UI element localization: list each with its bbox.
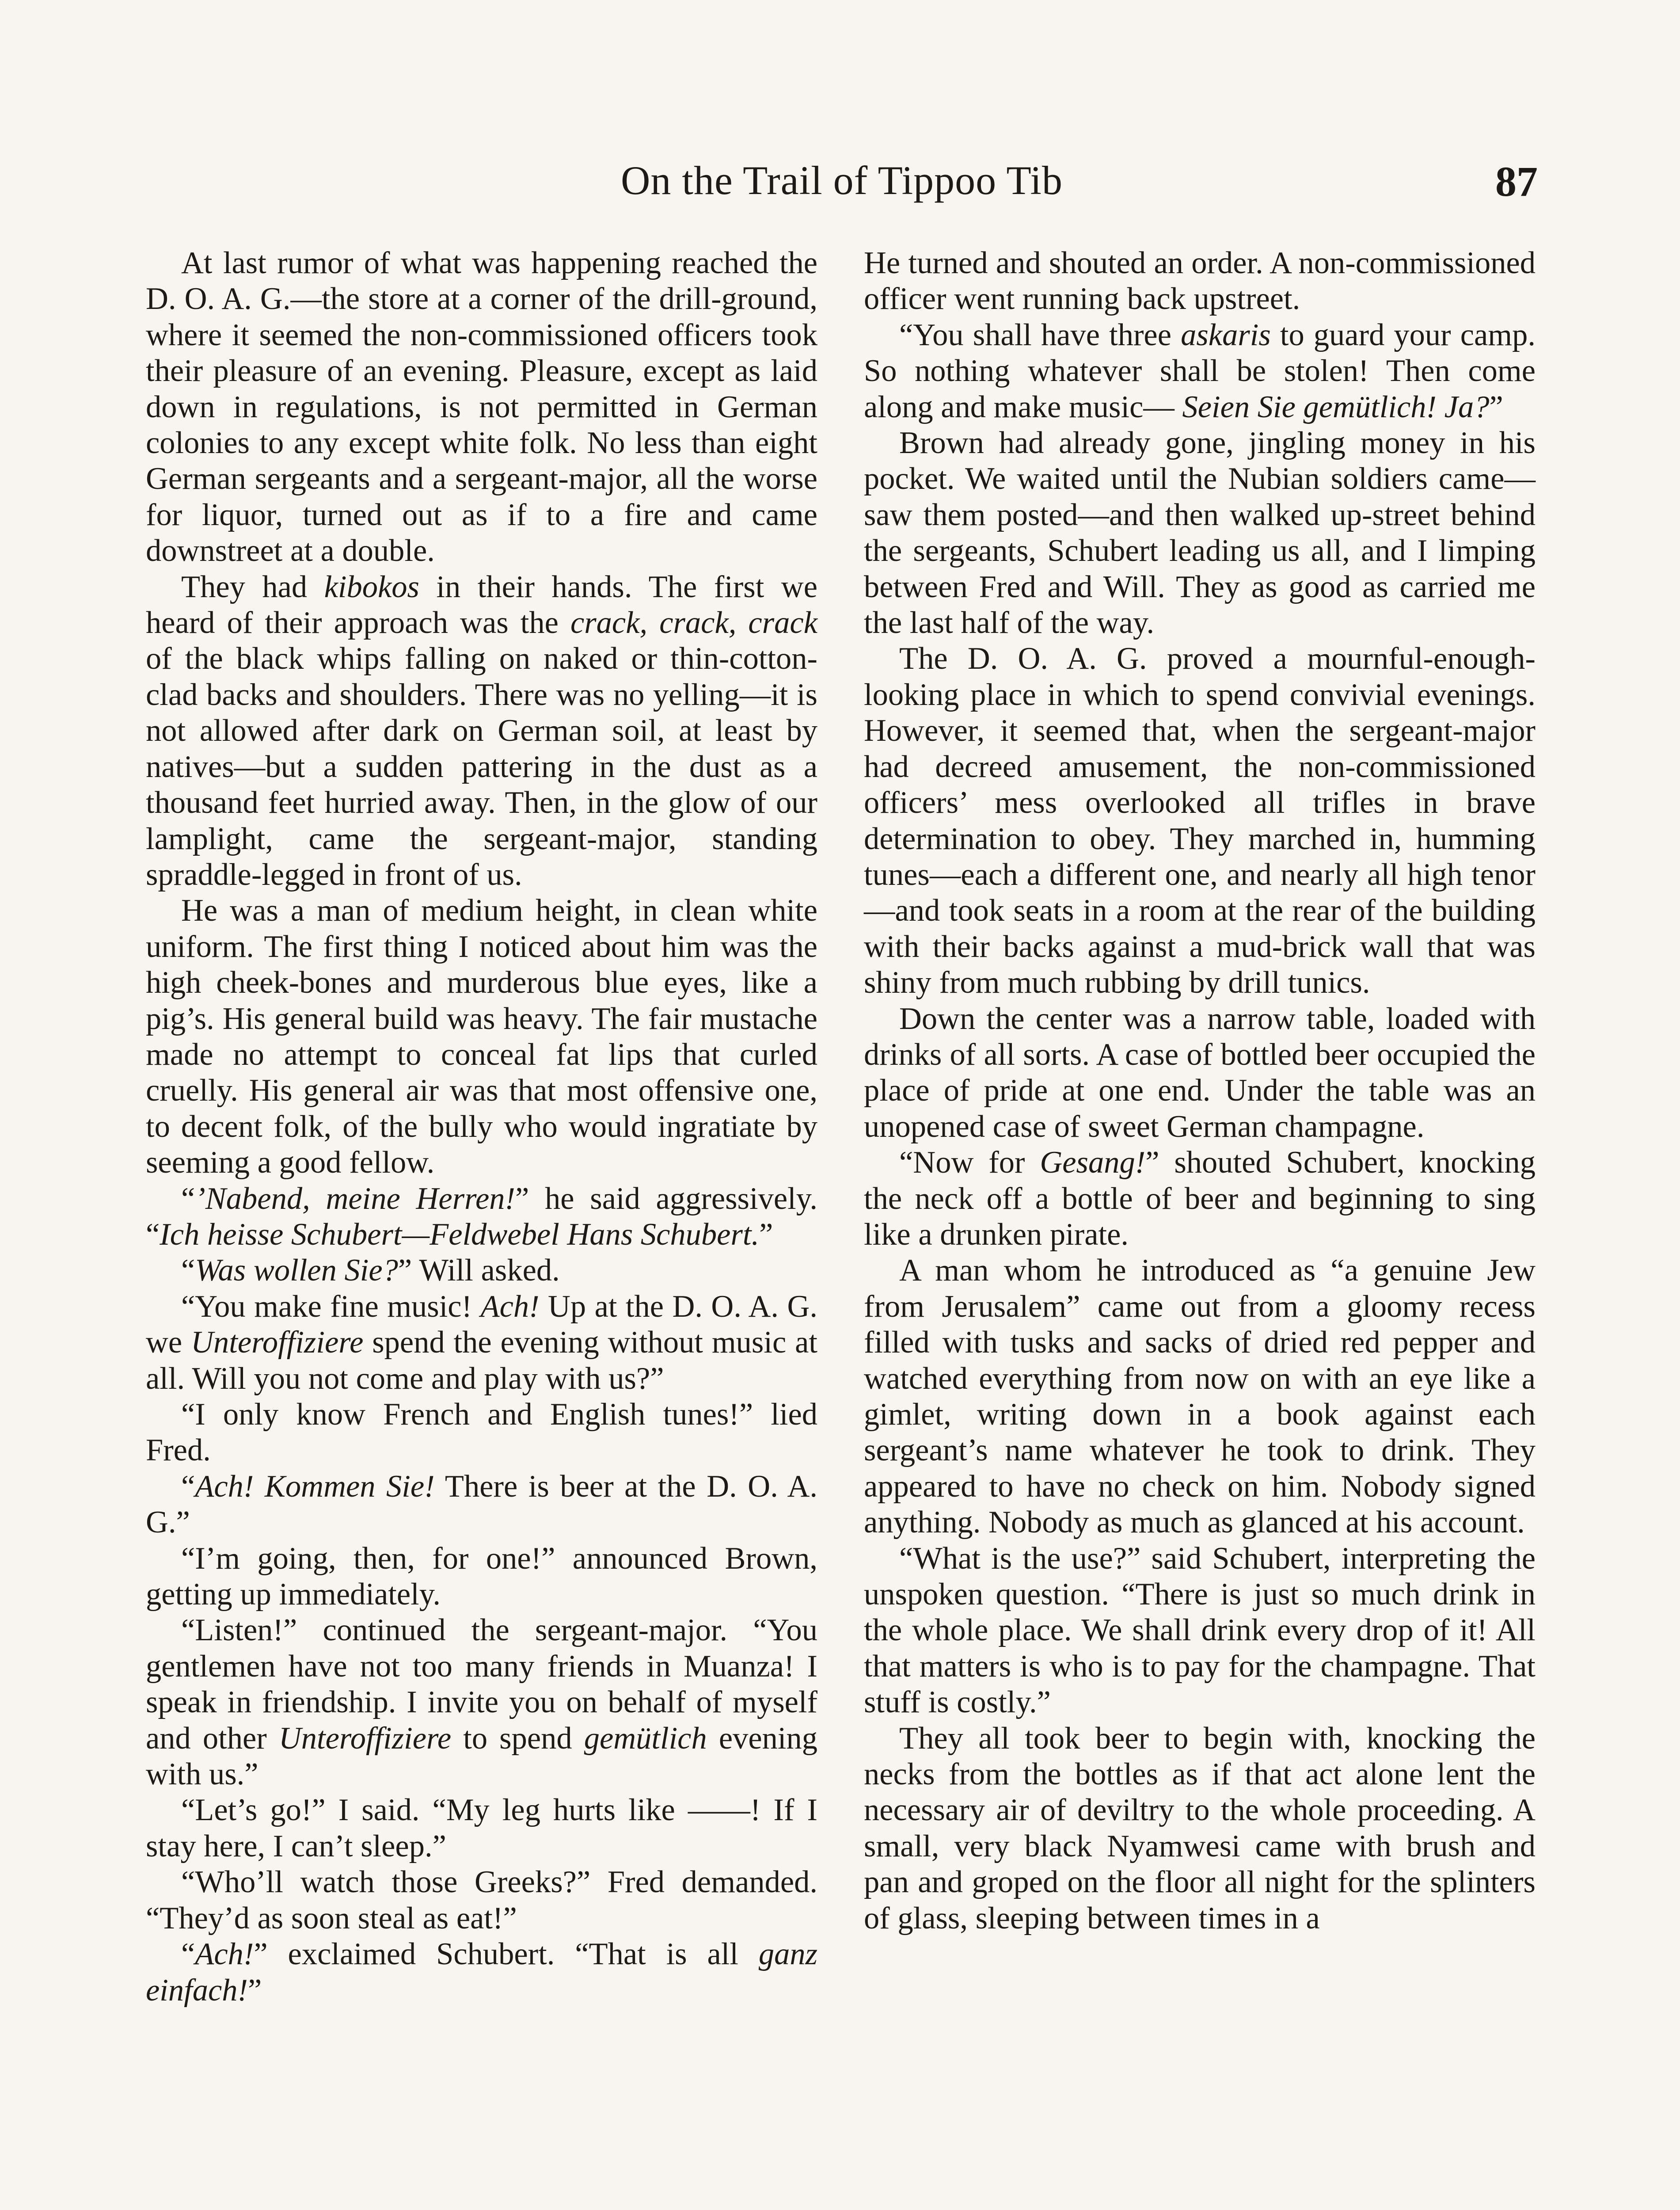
italic-text: crack, crack, crack <box>570 606 817 640</box>
text-run: to spend <box>451 1721 584 1756</box>
paragraph <box>146 1541 817 1613</box>
text-run: They had <box>181 569 324 604</box>
text-run: “I’m going, then, for one!” announced Brown, getting up immediately. <box>146 1541 817 1612</box>
paragraph <box>146 1612 817 1792</box>
paragraph <box>864 1541 1536 1721</box>
italic-text: Unteroffiziere <box>191 1325 364 1360</box>
text-run: ” exclaimed Schubert. “That is all <box>254 1937 759 1972</box>
paragraph <box>864 245 1536 317</box>
text-run: to guard your camp. So nothing whatever shall be stolen! Then come along and make music— <box>864 317 1536 424</box>
paragraph <box>146 569 817 893</box>
italic-text: Gesang! <box>1040 1145 1146 1180</box>
text-run: “ <box>181 1181 195 1216</box>
text-run: Down the center was a narrow table, loaded with drinks of all sorts. A case of bottled beer occupied the place of pride at one end. Under the table was an unopened case of sweet German champagne. <box>864 1001 1536 1144</box>
text-run: ” <box>759 1217 773 1252</box>
text-run: evening with us.” <box>146 1721 817 1792</box>
text-run: Up at the D. O. A. G. we <box>146 1289 817 1360</box>
text-run: “Who’ll watch those Greeks?” Fred demanded. “They’d as soon steal as eat!” <box>146 1865 817 1936</box>
text-run: ” <box>247 1973 262 2008</box>
text-run: in their hands. The first we heard of their approach was the <box>146 569 817 640</box>
text-run: “You shall have three <box>899 317 1181 352</box>
italic-text: Ach! Kommen Sie! <box>195 1469 435 1504</box>
paragraph <box>864 641 1536 1001</box>
text-run: “ <box>181 1937 195 1972</box>
italic-text: Ach! <box>480 1289 540 1324</box>
text-run: of the black whips falling on naked or thin-cotton-clad backs and shoulders. There was no yelling—it is not allowed after dark on German soil, at least by natives—but a sudden pattering in the dust as a thousand feet hurried away. Then, in the glow of our lamplight, came the sergeant-major, standing spraddle-legged in front of us. <box>146 641 817 892</box>
text-run: “You make fine music! <box>181 1289 481 1324</box>
italic-text: Seien Sie gemütlich! Ja? <box>1182 389 1490 424</box>
paragraph <box>146 1181 817 1253</box>
text-run: A man whom he introduced as “a genuine Jew from Jerusalem” came out from a gloomy recess filled with tusks and sacks of dried red pepper and watched everything from now on with an eye like a gimlet, writing down in a book against each sergeant’s name whatever he took to drink. They appeared to have no check on him. Nobody signed anything. Nobody as much as glanced at his account. <box>864 1253 1536 1540</box>
text-run: The D. O. A. G. proved a mournful-enough-looking place in which to spend convivial evenings. However, it seemed that, when the sergeant-major had decreed amusement, the non-commissioned officers’ mess overlooked all trifles in brave determination to obey. They marched in, humming tunes—each a different one, and nearly all high tenor—and took seats in a room at the rear of the building with their backs against a mud-brick wall that was shiny from much rubbing by drill tunics. <box>864 641 1536 1000</box>
right-text-column <box>864 245 1536 1936</box>
page-header <box>146 157 1538 214</box>
italic-text: Was wollen Sie? <box>195 1253 398 1288</box>
text-run: At last rumor of what was happening reached the D. O. A. G.—the store at a corner of the drill-ground, where it seemed the non-commissioned officers took their pleasure of an evening. Pleasure, except as laid down in regulations, is not permitted in German colonies to any except white folk. No less than eight German sergeants and a sergeant-major, all the worse for liquor, turned out as if to a fire and came downstreet at a double. <box>146 246 817 568</box>
italic-text: Ach! <box>195 1937 254 1972</box>
italic-text: ganz einfach! <box>146 1937 817 2008</box>
paragraph <box>864 317 1536 425</box>
paragraph <box>146 1469 817 1541</box>
paragraph <box>146 1289 817 1397</box>
paragraph <box>864 1721 1536 1936</box>
text-run: ” Will asked. <box>398 1253 560 1288</box>
text-run: “ <box>181 1253 195 1288</box>
paragraph <box>146 1397 817 1469</box>
paragraph <box>146 1864 817 1936</box>
italic-text: ’Nabend, meine Herren! <box>195 1181 515 1216</box>
text-run: He turned and shouted an order. A non-commissioned officer went running back upstreet. <box>864 246 1536 316</box>
page-number: 87 <box>1495 158 1538 205</box>
text-run: They all took beer to begin with, knocking the necks from the bottles as if that act alone lent the necessary air of deviltry to the whole proceeding. A small, very black Nyamwesi came with brush and pan and groped on the floor all night for the splinters of glass, sleeping between times in a <box>864 1721 1536 1936</box>
running-title: On the Trail of Tippoo Tib <box>620 158 1063 203</box>
text-run: “Listen!” continued the sergeant-major. “You gentlemen have not too many friends in Muanza! I speak in friendship. I invite you on behalf of myself and other <box>146 1613 817 1756</box>
paragraph <box>864 1001 1536 1145</box>
text-run: There is beer at the D. O. A. G.” <box>146 1469 817 1540</box>
italic-text: kibokos <box>324 569 419 604</box>
paragraph <box>146 1936 817 2008</box>
text-run: “What is the use?” said Schubert, interpreting the unspoken question. “There is just so much drink in the whole place. We shall drink every drop of it! All that matters is who is to pay for the champagne. That stuff is costly.” <box>864 1541 1536 1720</box>
paragraph <box>864 1145 1536 1253</box>
italic-text: askaris <box>1181 317 1271 352</box>
paragraph <box>146 1253 817 1288</box>
left-text-column <box>146 245 817 2008</box>
text-run: “Let’s go!” I said. “My leg hurts like ——! If I stay here, I can’t sleep.” <box>146 1793 817 1863</box>
paragraph <box>146 245 817 569</box>
paragraph <box>146 893 817 1181</box>
italic-text: Unteroffiziere <box>278 1721 452 1756</box>
text-run: spend the evening without music at all. Will you not come and play with us?” <box>146 1325 817 1396</box>
text-run: ” shouted Schubert, knocking the neck off a bottle of beer and beginning to sing like a drunken pirate. <box>864 1145 1536 1252</box>
text-run: “I only know French and English tunes!” lied Fred. <box>146 1397 817 1468</box>
text-run: “Now for <box>899 1145 1040 1180</box>
text-run: ” he said aggressively. “ <box>146 1181 817 1252</box>
text-run: He was a man of medium height, in clean white uniform. The first thing I noticed about him was the high cheek-bones and murderous blue eyes, like a pig’s. His general build was heavy. The fair mustache made no attempt to conceal fat lips that curled cruelly. His general air was that most offensive one, to decent folk, of the bully who would ingratiate by seeming a good fellow. <box>146 893 817 1180</box>
text-run: Brown had already gone, jingling money in his pocket. We waited until the Nubian soldiers came—saw them posted—and then walked up-street behind the sergeants, Schubert leading us all, and I limping between Fred and Will. They as good as carried me the last half of the way. <box>864 426 1536 640</box>
paragraph <box>864 1253 1536 1540</box>
italic-text: gemütlich <box>584 1721 707 1756</box>
text-run: ” <box>1489 389 1503 424</box>
italic-text: Ich heisse Schubert—Feldwebel Hans Schubert. <box>160 1217 760 1252</box>
paragraph <box>864 425 1536 641</box>
text-run: “ <box>181 1469 195 1504</box>
paragraph <box>146 1792 817 1864</box>
